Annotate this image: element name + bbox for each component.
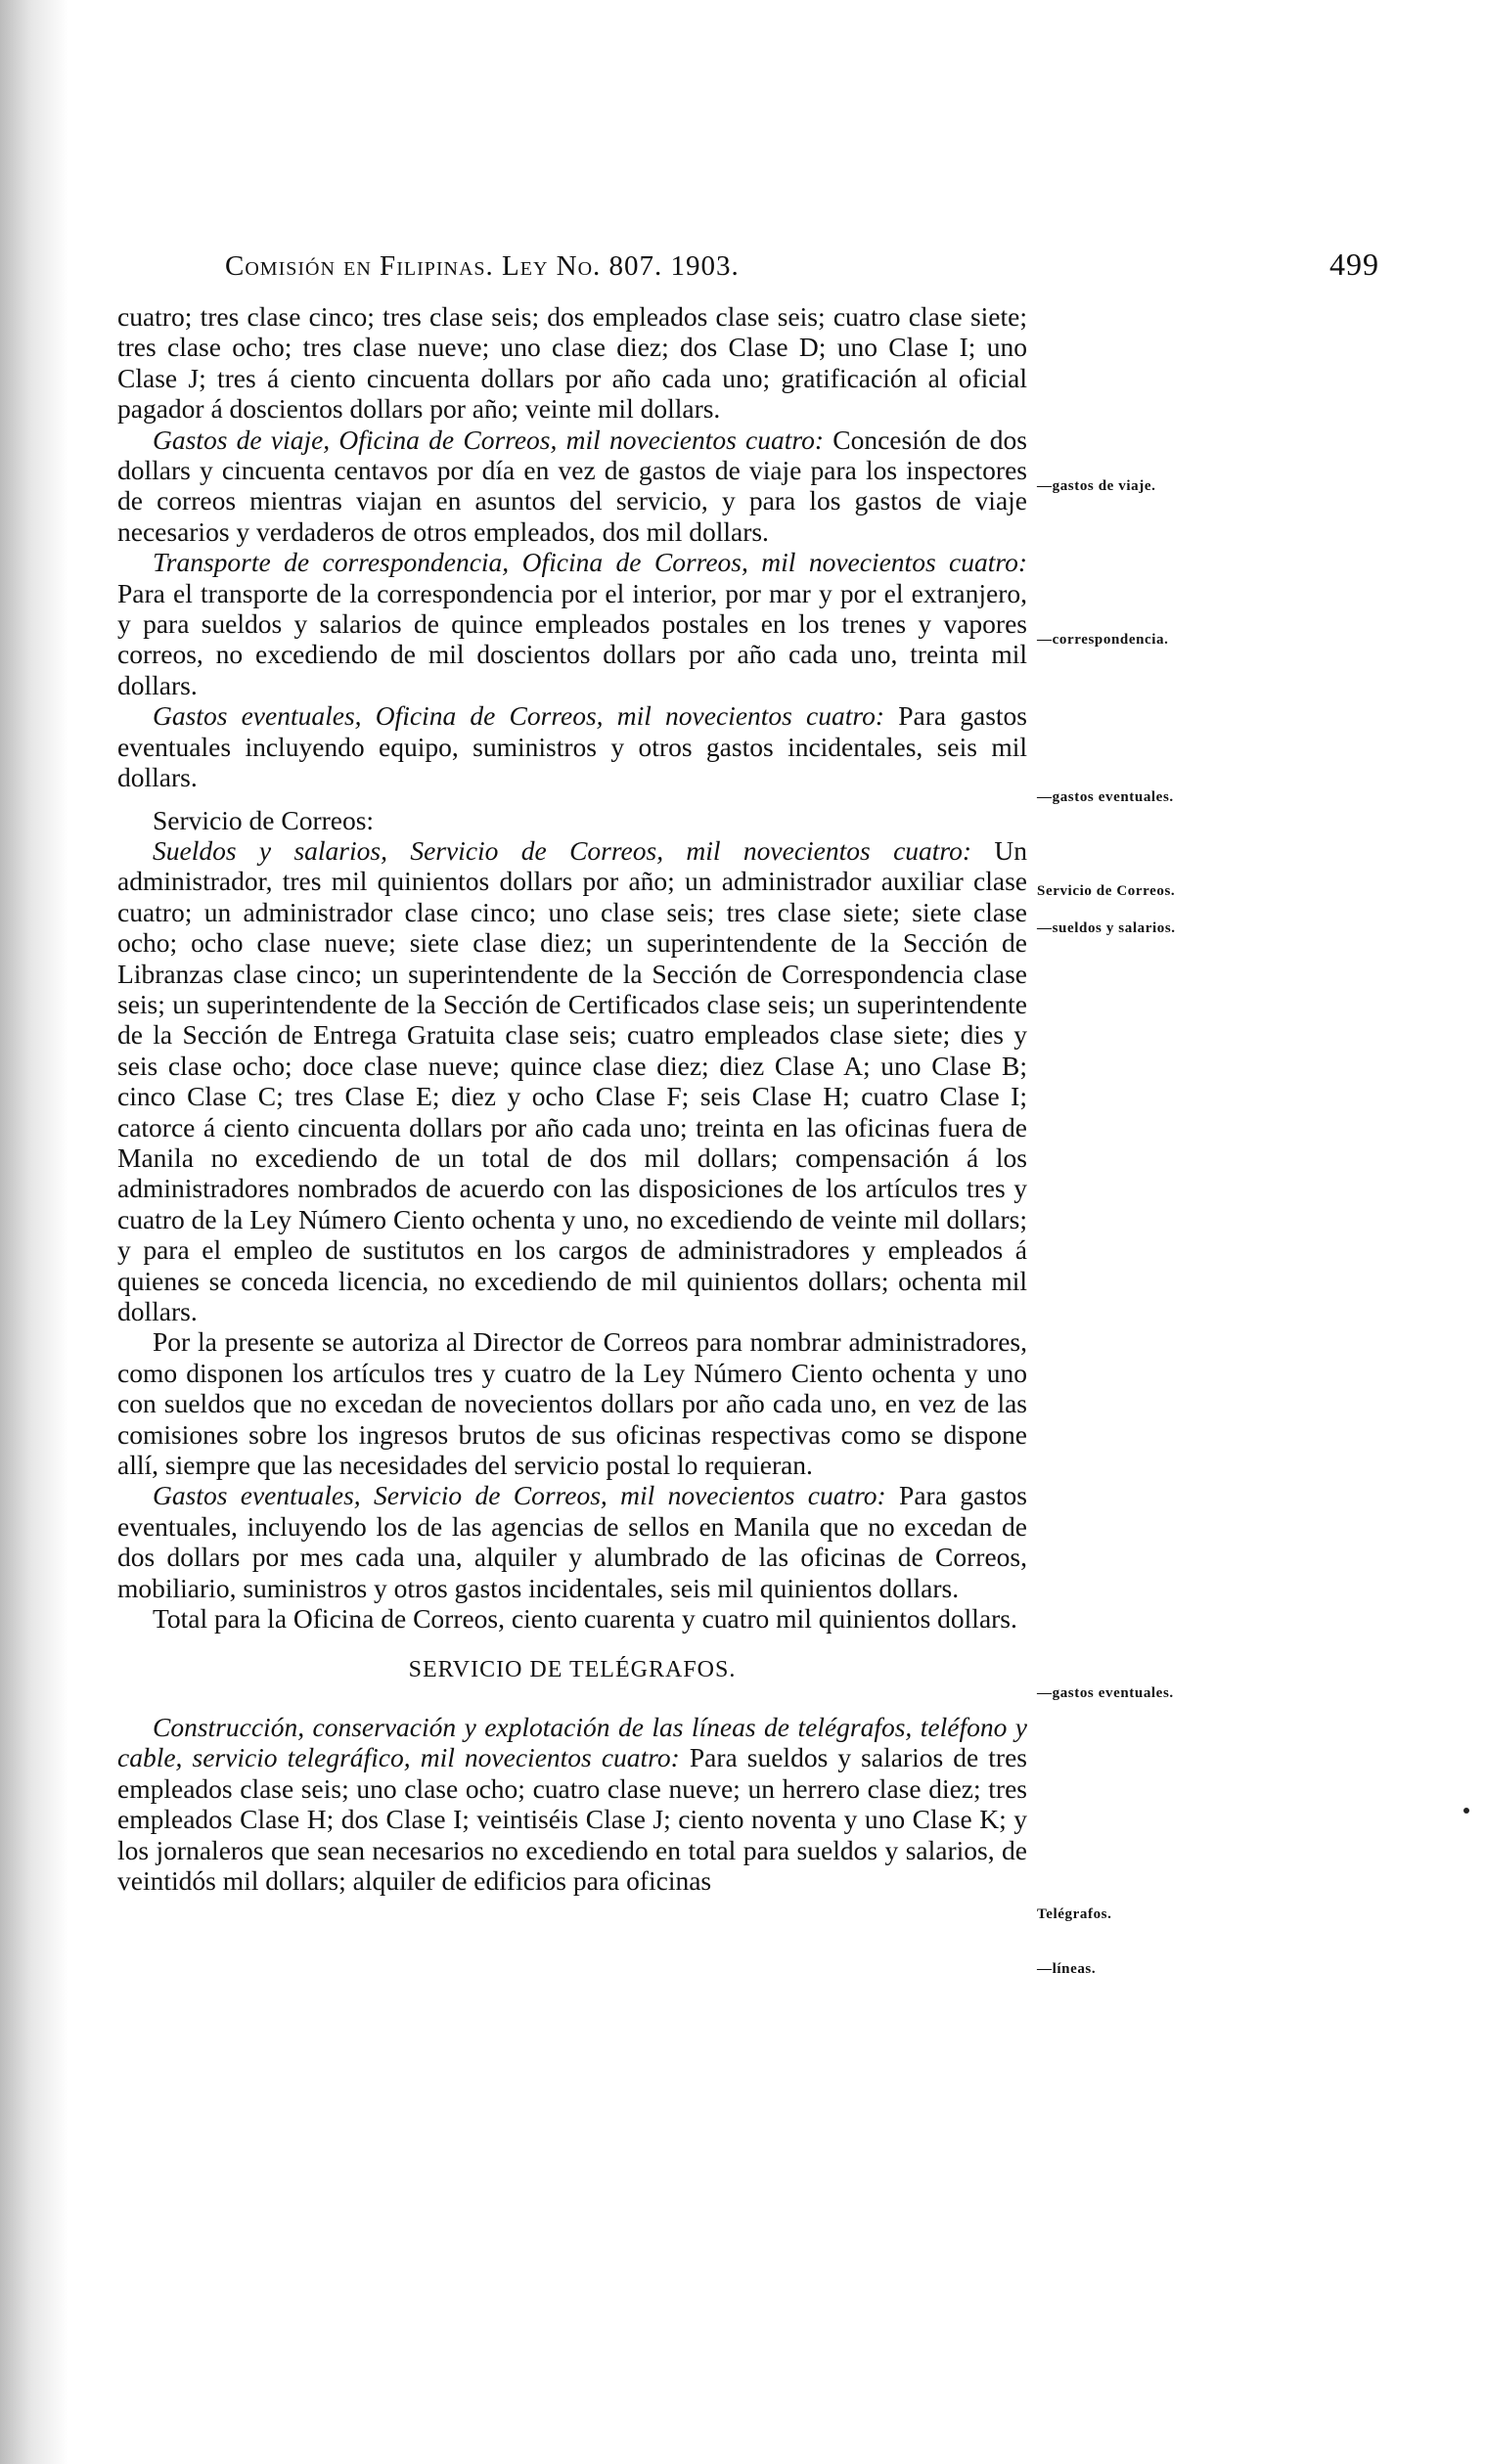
paragraph-gastos-viaje <box>117 425 1027 548</box>
page-gutter-shadow <box>0 0 68 2464</box>
paragraph-text: Para el transporte de la correspondencia por el interior, por mar y por el extranjero, y para sueldos y salarios de quince empleados postales en los trenes y vapores correos, no excediendo de mil doscientos dollars por año cada uno, treinta mil dollars. <box>117 577 1027 700</box>
section-heading-telegrafos <box>117 1655 1027 1685</box>
paragraph-text: Para gastos eventuales, incluyendo los de las agencias de sellos en Manila que no excedan de dos dollars por mes cada una, alquiler y alumbrado de las oficinas de Correos, mobiliario, suministros y otros gastos incidentales, seis mil quinientos dollars. <box>117 1480 1027 1603</box>
paragraph-text: Por la presente se autoriza al Director de Correos para nombrar administradores, como disponen los artículos tres y cuatro de la Ley Número Ciento ochenta y uno con sueldos que no excedan de novecientos dollars por año cada uno, en vez de las comisiones sobre los ingresos brutos de sus oficinas respectivas como se dispone allí, siempre que las necesidades del servicio postal lo requieran. <box>117 1326 1027 1481</box>
paragraph-heading: Gastos de viaje, Oficina de Correos, mil novecientos cuatro: <box>153 424 824 455</box>
paragraph-text: cuatro; tres clase cinco; tres clase seis; dos empleados clase seis; cuatro clase siete; tres clase ocho; tres clase nueve; uno clase diez; dos Clase D; uno Clase I; uno Clase J; tres á ciento cincuenta dollars por año cada uno; gratificación al oficial pagador á doscientos dollars por año; veinte mil dollars. <box>117 301 1027 425</box>
paragraph-heading: Sueldos y salarios, Servicio de Correos, mil novecientos cuatro: <box>153 834 972 866</box>
paragraph-text: Para sueldos y salarios de tres empleados clase seis; uno clase ocho; cuatro clase nueve; un herrero clase diez; tres empleados Clase H; dos Clase I; veintiséis Clase J; ciento noventa y uno Clase K; y los jornaleros que sean necesarios no excediendo en total para sueldos y salarios, de veintidós mil dollars; alquiler de edificios para oficinas <box>117 1742 1027 1896</box>
paragraph-lineas <box>117 1712 1027 1896</box>
section-servicio-correos <box>117 805 1027 835</box>
margin-note-lineas: —líneas. <box>1037 1961 1097 1977</box>
section-label: Servicio de Correos: <box>153 804 375 835</box>
page-number: 499 <box>1329 246 1379 282</box>
paragraph-heading: Transporte de correspondencia, Oficina de Correos, mil novecientos cuatro: <box>153 547 1027 578</box>
paragraph-continuation <box>117 301 1027 425</box>
paragraph-text: Total para la Oficina de Correos, ciento cuarenta y cuatro mil quinientos dollars. <box>153 1603 1017 1635</box>
paragraph-transporte <box>117 547 1027 700</box>
margin-note-correspondencia: —correspondencia. <box>1037 632 1169 648</box>
paragraph-sueldos-salarios <box>117 835 1027 1327</box>
margin-note-gastos-eventuales: —gastos eventuales. <box>1037 789 1174 805</box>
paragraph-heading: Gastos eventuales, Servicio de Correos, mil novecientos cuatro: <box>153 1480 886 1511</box>
paragraph-gastos-eventuales-servicio <box>117 1480 1027 1603</box>
margin-note-sueldos-salarios: —sueldos y salarios. <box>1037 920 1176 936</box>
paragraph-text: Concesión de dos dollars y cincuenta centavos por día en vez de gastos de viaje para los inspectores de correos mientras viajan en asuntos del servicio, y para los gastos de viaje necesarios y verdaderos de otros empleados, dos mil dollars. <box>117 424 1027 547</box>
page-header <box>225 243 1379 291</box>
body-text <box>117 301 1027 1896</box>
paragraph-autorizacion <box>117 1326 1027 1480</box>
margin-note-servicio-correos: Servicio de Correos. <box>1037 883 1176 899</box>
margin-note-gastos-eventuales-servicio: —gastos eventuales. <box>1037 1685 1174 1701</box>
running-title: Comisión en Filipinas. Ley No. 807. 1903. <box>225 250 740 282</box>
paragraph-text: Un administrador, tres mil quinientos dollars por año; un administrador auxiliar clase cuatro; un administrador clase cinco; uno clase seis; tres clase siete; siete clase ocho; ocho clase nueve; siete clase diez; un superintendente de la Sección de Libranzas clase cinco; un superintendente de la Sección de Correspondencia clase seis; un superintendente de la Sección de Certificados clase seis; un superintendente de la Sección de Entrega Gratuita clase seis; cuatro empleados clase siete; dies y seis clase ocho; doce clase nueve; quince clase diez; diez Clase A; uno Clase B; cinco Clase C; tres Clase E; diez y ocho Clase F; seis Clase H; cuatro Clase I; catorce á ciento cincuenta dollars por año cada uno; treinta en las oficinas fuera de Manila no excediendo de un total de dos mil dollars; compensación á los administradores nombrados de acuerdo con las disposiciones de los artículos tres y cuatro de la Ley Número Ciento ochenta y uno, no excediendo de veinte mil dollars; y para el empleo de sustitutos en los cargos de administradores y empleados á quienes se conceda licencia, no excediendo de mil quinientos dollars; ochenta mil dollars. <box>117 834 1027 1326</box>
paragraph-total <box>117 1603 1027 1634</box>
section-heading: SERVICIO DE TELÉGRAFOS. <box>408 1657 737 1683</box>
margin-note-gastos-viaje: —gastos de viaje. <box>1037 478 1156 494</box>
margin-note-telegrafos: Telégrafos. <box>1037 1906 1112 1922</box>
paragraph-gastos-eventuales-oficina <box>117 700 1027 792</box>
paragraph-heading: Construcción, conservación y explotación de las líneas de telégrafos, teléfono y cable, servicio telegráfico, mil novecientos cuatro: <box>117 1711 1027 1773</box>
scan-speck <box>1463 1808 1469 1814</box>
paragraph-text: Para gastos eventuales incluyendo equipo, suministros y otros gastos incidentales, seis mil dollars. <box>117 700 1027 793</box>
paragraph-heading: Gastos eventuales, Oficina de Correos, mil novecientos cuatro: <box>153 700 884 732</box>
